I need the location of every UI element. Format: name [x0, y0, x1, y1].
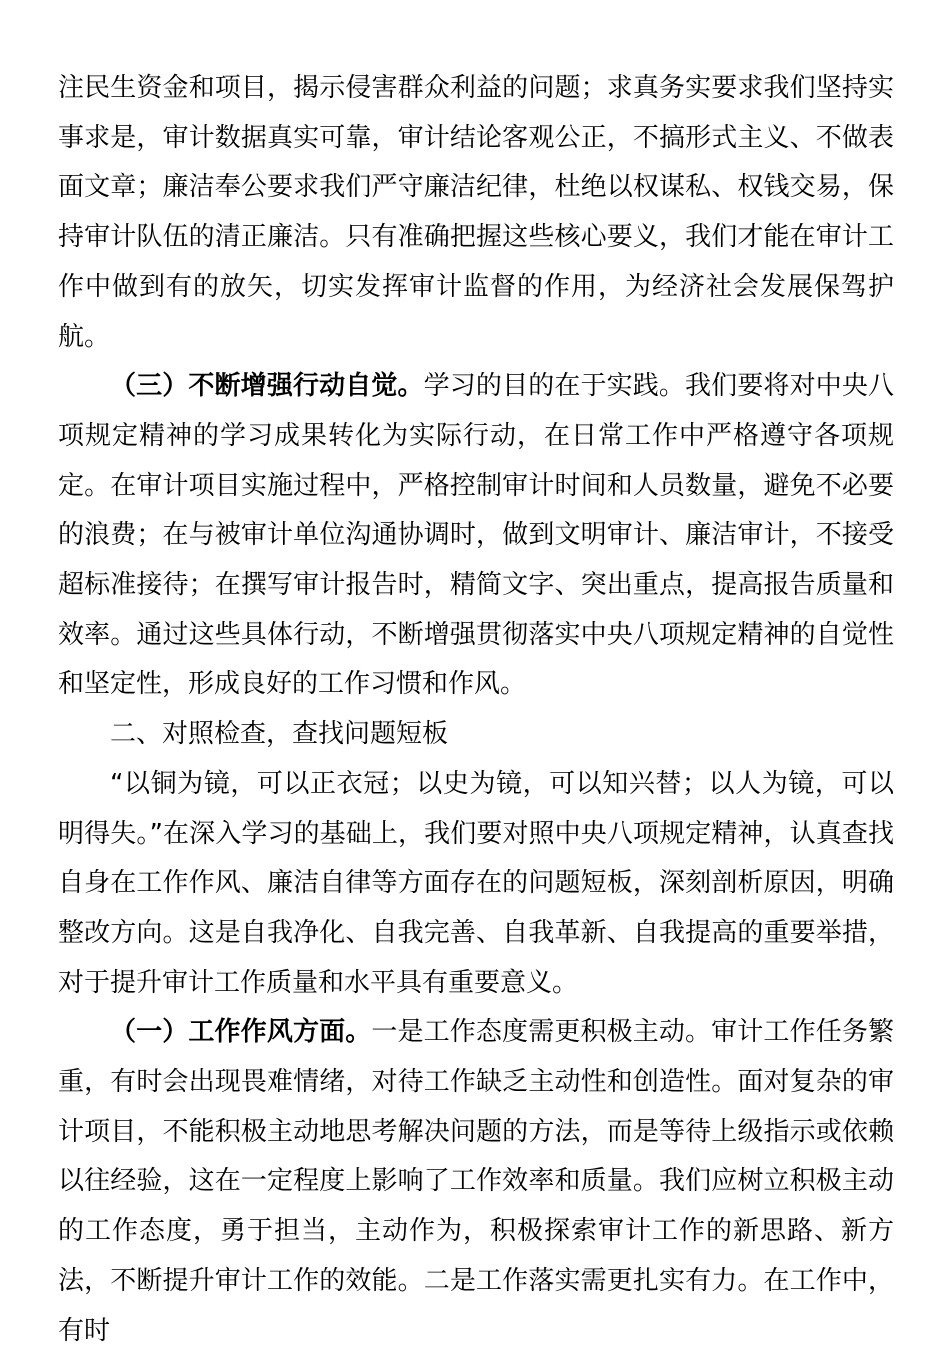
section-heading: （三）不断增强行动自觉。 — [110, 371, 424, 402]
paragraph-text: 注民生资金和项目，揭示侵害群众利益的问题；求真务实要求我们坚持实事求是，审计数据真实可靠，审计结论客观公正，不搞形式主义、不做表面文章；廉洁奉公要求我们严守廉洁纪律，杜绝以权谋私、权钱交易，保持审计队伍的清正廉洁。只有准确把握这些核心要义，我们才能在审计工作中做到有的放矢，切实发挥审计监督的作用，为经济社会发展保驾护航。 — [58, 73, 894, 352]
paragraph-text: 一是工作态度需更积极主动。审计工作任务繁重，有时会出现畏难情绪，对待工作缺乏主动性和创造性。面对复杂的审计项目，不能积极主动地思考解决问题的方法，而是等待上级指示或依赖以往经验，这在一定程度上影响了工作效率和质量。我们应树立积极主动的工作态度，勇于担当，主动作为，积极探索审计工作的新思路、新方法，不断提升审计工作的效能。二是工作落实需更扎实有力。在工作中，有时 — [58, 1017, 894, 1346]
paragraph-text: “以铜为镜，可以正衣冠；以史为镜，可以知兴替；以人为镜，可以明得失。”在深入学习的基础上，我们要对照中央八项规定精神，认真查找自身在工作作风、廉洁自律等方面存在的问题短板，深刻剖析原因，明确整改方向。这是自我净化、自我完善、自我革新、自我提高的重要举措，对于提升审计工作质量和水平具有重要意义。 — [58, 768, 894, 998]
paragraph-quote — [58, 760, 894, 1009]
paragraph-section-3 — [58, 362, 894, 710]
document-page — [58, 64, 894, 1356]
chapter-heading-text: 二、对照检查，查找问题短板 — [110, 719, 449, 750]
paragraph-continuation — [58, 64, 894, 362]
chapter-heading — [58, 710, 894, 760]
section-heading: （一）工作作风方面。 — [110, 1017, 372, 1048]
paragraph-section-1 — [58, 1008, 894, 1356]
paragraph-text: 学习的目的在于实践。我们要将对中央八项规定精神的学习成果转化为实际行动，在日常工作中严格遵守各项规定。在审计项目实施过程中，严格控制审计时间和人员数量，避免不必要的浪费；在与被审计单位沟通协调时，做到文明审计、廉洁审计，不接受超标准接待；在撰写审计报告时，精简文字、突出重点，提高报告质量和效率。通过这些具体行动，不断增强贯彻落实中央八项规定精神的自觉性和坚定性，形成良好的工作习惯和作风。 — [58, 371, 894, 700]
